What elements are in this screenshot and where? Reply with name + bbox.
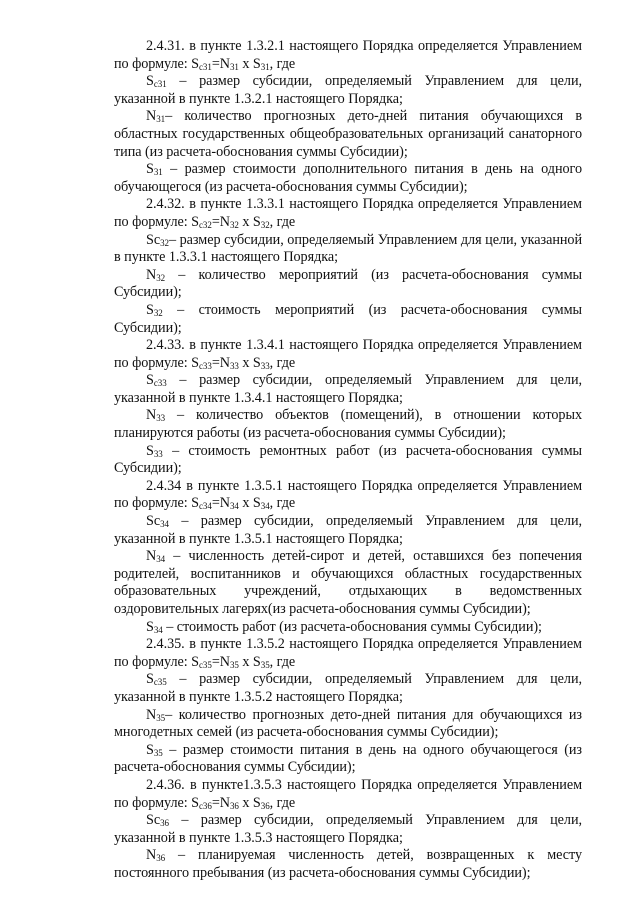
paragraph-text: x S bbox=[238, 794, 261, 811]
formula-subscript: 32 bbox=[160, 237, 169, 248]
formula-subscript: 33 bbox=[229, 360, 239, 371]
paragraph-text: S bbox=[146, 618, 154, 635]
formula-subscript: 31 bbox=[229, 61, 239, 72]
paragraph-text: N bbox=[146, 548, 157, 565]
formula-subscript: 32 bbox=[229, 219, 239, 230]
body-paragraph bbox=[114, 161, 582, 196]
paragraph-text: x S bbox=[238, 653, 261, 670]
body-paragraph bbox=[114, 407, 582, 442]
paragraph-text: x S bbox=[238, 354, 261, 371]
formula-subscript: c31 bbox=[153, 79, 167, 90]
paragraph-text: N bbox=[146, 847, 157, 864]
body-paragraph bbox=[114, 742, 582, 777]
formula-subscript: c35 bbox=[198, 659, 212, 670]
body-paragraph bbox=[114, 513, 582, 548]
paragraph-text: S bbox=[146, 442, 154, 459]
formula-subscript: c32 bbox=[198, 219, 212, 230]
paragraph-text: – размер субсидии, определяемый Управлением для цели, указанной в пункте 1.3.5.3 настоящего Порядка; bbox=[114, 812, 582, 846]
body-paragraph bbox=[114, 267, 582, 302]
paragraph-text: S bbox=[146, 161, 154, 178]
formula-subscript: c33 bbox=[153, 378, 167, 389]
body-paragraph bbox=[114, 548, 582, 618]
paragraph-text: – количество прогнозных дето-дней питания обучающихся в областных государственных общеобразовательных организаций санаторного типа (из расчета-обоснования суммы Субсидии); bbox=[114, 108, 582, 160]
formula-subscript: 36 bbox=[160, 818, 169, 829]
formula-subscript: 33 bbox=[153, 448, 163, 459]
formula-subscript: 34 bbox=[229, 501, 239, 512]
body-paragraph bbox=[114, 812, 582, 847]
body-paragraph bbox=[114, 671, 582, 706]
paragraph-text: – количество мероприятий (из расчета-обоснования суммы Субсидии); bbox=[114, 266, 582, 301]
formula-subscript: 31 bbox=[156, 114, 166, 125]
paragraph-text: x S bbox=[238, 495, 261, 512]
paragraph-text: x S bbox=[238, 55, 261, 72]
body-paragraph bbox=[114, 108, 582, 161]
paragraph-text: – размер стоимости дополнительного питания в день на одного обучающегося (из расчета-обоснования суммы Субсидии); bbox=[114, 161, 582, 195]
body-paragraph bbox=[114, 619, 582, 637]
paragraph-text: , где bbox=[269, 55, 296, 72]
paragraph-text: 2.4.34 в пункте 1.3.5.1 настоящего Порядка определяется Управлением по формуле: S bbox=[114, 477, 582, 512]
body-paragraph bbox=[114, 707, 582, 742]
paragraph-text: =N bbox=[211, 495, 230, 512]
paragraph-text: – размер субсидии, определяемый Управлением для цели, указанной в пункте 1.3.5.1 настоящего Порядка; bbox=[114, 513, 582, 547]
formula-subscript: 31 bbox=[260, 61, 270, 72]
paragraph-text: N bbox=[146, 108, 157, 125]
body-paragraph bbox=[114, 337, 582, 372]
formula-subscript: 32 bbox=[260, 219, 270, 230]
formula-subscript: 32 bbox=[153, 307, 163, 318]
paragraph-text: – стоимость работ (из расчета-обоснования суммы Субсидии); bbox=[162, 618, 542, 635]
paragraph-text: 2.4.32. в пункте 1.3.3.1 настоящего Порядка определяется Управлением по формуле: S bbox=[114, 196, 582, 230]
paragraph-text: x S bbox=[238, 213, 261, 230]
formula-subscript: c33 bbox=[198, 360, 212, 371]
paragraph-text: , где bbox=[269, 354, 296, 371]
formula-subscript: 36 bbox=[156, 853, 166, 864]
paragraph-text: , где bbox=[269, 213, 296, 230]
paragraph-text: , где bbox=[269, 653, 296, 670]
body-paragraph bbox=[114, 73, 582, 108]
formula-subscript: 35 bbox=[153, 747, 163, 758]
paragraph-text: =N bbox=[211, 653, 230, 670]
paragraph-text: – стоимость ремонтных работ (из расчета-обоснования суммы Субсидии); bbox=[114, 442, 582, 477]
body-paragraph bbox=[114, 302, 582, 337]
paragraph-text: – количество прогнозных дето-дней питания для обучающихся из многодетных семей (из расчета-обоснования суммы Субсидии); bbox=[114, 706, 582, 741]
body-paragraph bbox=[114, 232, 582, 267]
paragraph-text: Sc bbox=[146, 812, 161, 829]
formula-subscript: c31 bbox=[198, 61, 212, 72]
paragraph-text: =N bbox=[211, 354, 230, 371]
paragraph-text: , где bbox=[269, 495, 296, 512]
formula-subscript: c34 bbox=[198, 501, 212, 512]
paragraph-text: – численность детей-сирот и детей, оставшихся без попечения родителей, воспитанников и обучающихся областных государственных образовательных учреждений, отдыхающих в ведомственных оздоровительных лагерях(из расчета-обоснования суммы Субсидии); bbox=[114, 548, 582, 617]
formula-subscript: 34 bbox=[156, 554, 166, 565]
body-paragraph bbox=[114, 196, 582, 231]
paragraph-text: N bbox=[146, 266, 157, 283]
paragraph-text: 2.4.35. в пункте 1.3.5.2 настоящего Порядка определяется Управлением по формуле: S bbox=[114, 636, 582, 670]
body-paragraph bbox=[114, 636, 582, 671]
paragraph-text: Sc bbox=[146, 231, 161, 248]
paragraph-text: – размер субсидии, определяемый Управлением для цели, указанной в пункте 1.3.3.1 настоящего Порядка; bbox=[114, 231, 582, 266]
formula-subscript: 36 bbox=[229, 800, 239, 811]
paragraph-text: 2.4.31. в пункте 1.3.2.1 настоящего Порядка определяется Управлением по формуле: S bbox=[114, 38, 582, 72]
formula-subscript: c36 bbox=[198, 800, 212, 811]
paragraph-text: – количество объектов (помещений), в отношении которых планируются работы (из расчета-обоснования суммы Субсидии); bbox=[114, 407, 582, 442]
paragraph-text: S bbox=[146, 73, 154, 90]
paragraph-text: N bbox=[146, 407, 157, 424]
formula-subscript: 35 bbox=[156, 712, 166, 723]
body-paragraph bbox=[114, 777, 582, 812]
formula-subscript: 34 bbox=[153, 624, 163, 635]
paragraph-text: S bbox=[146, 301, 154, 318]
formula-subscript: 34 bbox=[260, 501, 270, 512]
formula-subscript: 34 bbox=[160, 519, 169, 530]
paragraph-text: =N bbox=[211, 213, 230, 230]
paragraph-text: N bbox=[146, 706, 157, 723]
paragraph-text: 2.4.36. в пункте1.3.5.3 настоящего Порядка определяется Управлением по формуле: S bbox=[114, 776, 582, 811]
formula-subscript: 35 bbox=[229, 659, 239, 670]
formula-subscript: c35 bbox=[153, 677, 167, 688]
body-paragraph bbox=[114, 372, 582, 407]
paragraph-text: S bbox=[146, 671, 154, 688]
formula-subscript: 36 bbox=[260, 800, 270, 811]
formula-subscript: 31 bbox=[153, 167, 163, 178]
body-paragraph bbox=[114, 38, 582, 73]
body-paragraph bbox=[114, 443, 582, 478]
paragraph-text: – размер стоимости питания в день на одного обучающегося (из расчета-обоснования суммы Субсидии); bbox=[114, 741, 582, 776]
paragraph-text: – планируемая численность детей, возвращенных к месту постоянного пребывания (из расчета-обоснования суммы Субсидии); bbox=[114, 847, 582, 881]
body-paragraph bbox=[114, 478, 582, 513]
paragraph-text: – размер субсидии, определяемый Управлением для цели, указанной в пункте 1.3.2.1 настоящего Порядка; bbox=[114, 73, 582, 107]
body-paragraph bbox=[114, 847, 582, 882]
paragraph-text: =N bbox=[211, 794, 230, 811]
paragraph-text: , где bbox=[269, 794, 296, 811]
paragraph-text: – размер субсидии, определяемый Управлением для цели, указанной в пункте 1.3.4.1 настоящего Порядка; bbox=[114, 372, 582, 406]
paragraph-text: S bbox=[146, 372, 154, 389]
paragraph-text: Sc bbox=[146, 513, 161, 530]
formula-subscript: 35 bbox=[260, 659, 270, 670]
paragraph-text: – размер субсидии, определяемый Управлением для цели, указанной в пункте 1.3.5.2 настоящего Порядка; bbox=[114, 671, 582, 705]
paragraph-text: S bbox=[146, 741, 154, 758]
paragraph-text: 2.4.33. в пункте 1.3.4.1 настоящего Порядка определяется Управлением по формуле: S bbox=[114, 337, 582, 371]
formula-subscript: 32 bbox=[156, 272, 166, 283]
formula-subscript: 33 bbox=[260, 360, 270, 371]
paragraph-text: =N bbox=[211, 55, 230, 72]
formula-subscript: 33 bbox=[156, 413, 166, 424]
paragraph-text: – стоимость мероприятий (из расчета-обоснования суммы Субсидии); bbox=[114, 301, 582, 336]
